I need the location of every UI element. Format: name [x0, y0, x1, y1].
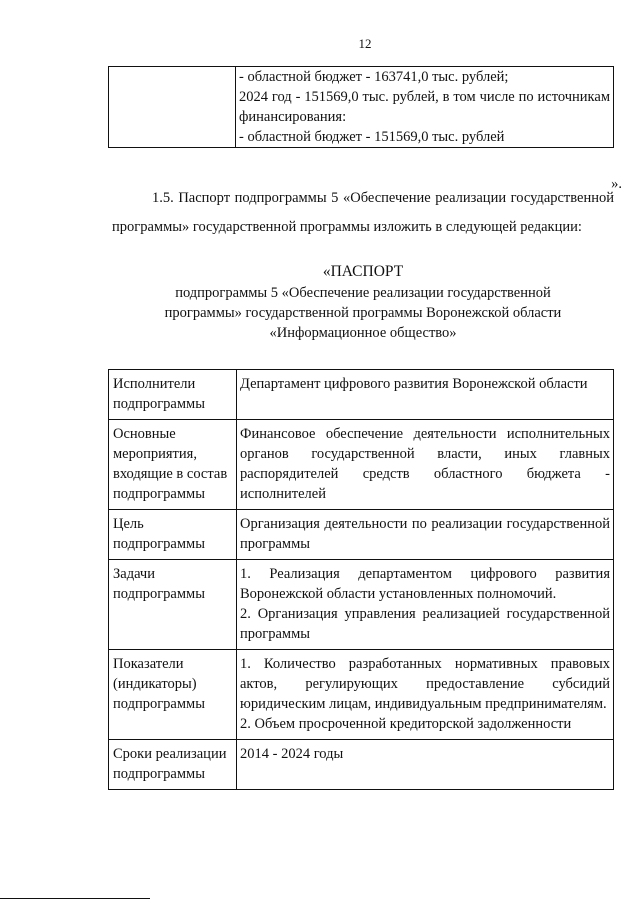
table-row	[109, 510, 614, 560]
passport-title: «ПАСПОРТ	[322, 263, 404, 280]
budget-line: 2024 год - 151569,0 тыс. рублей, в том числе по источникам финансирования:	[239, 89, 610, 125]
passport-label-cell: Показатели (индикаторы) подпрограммы	[109, 650, 237, 740]
passport-heading	[108, 262, 618, 343]
passport-value-cell	[237, 560, 614, 650]
closing-quote: ».	[611, 176, 622, 192]
budget-line: - областной бюджет - 151569,0 тыс. рублей	[239, 129, 505, 145]
passport-subtitle: подпрограммы 5 «Обеспечение реализации государственной программы» государственной программы Воронежской области «Информационное общество»	[164, 285, 562, 341]
table-row	[109, 370, 614, 420]
table-row	[109, 67, 614, 148]
passport-value-cell	[237, 420, 614, 510]
footer-divider	[0, 898, 150, 899]
passport-value-line: 1. Количество разработанных нормативных правовых актов, регулирующих предоставление субсидий юридическим лицам, индивидуальным предпринимателям.	[240, 656, 610, 712]
passport-table	[108, 369, 614, 790]
passport-value-line: 2014 - 2024 годы	[240, 746, 344, 762]
passport-value-line: 2. Организация управления реализацией государственной программы	[240, 606, 610, 642]
passport-value-line: Организация деятельности по реализации государственной программы	[240, 516, 610, 552]
table-row	[109, 740, 614, 790]
passport-value-line: 2. Объем просроченной кредиторской задолженности	[240, 716, 572, 732]
table-row	[109, 560, 614, 650]
page-number: 12	[358, 36, 372, 51]
passport-value-line: Финансовое обеспечение деятельности исполнительных органов государственной власти, иных главных распорядителей средств областного бюджета - исполнителей	[240, 426, 610, 502]
passport-value-cell	[237, 510, 614, 560]
table-row	[109, 650, 614, 740]
passport-label-cell: Задачи подпрограммы	[109, 560, 237, 650]
passport-value-cell	[237, 370, 614, 420]
passport-label-cell: Сроки реализации подпрограммы	[109, 740, 237, 790]
table-row	[109, 420, 614, 510]
passport-value-line: Департамент цифрового развития Воронежской области	[240, 376, 588, 392]
passport-value-cell	[237, 650, 614, 740]
budget-cell	[236, 67, 614, 148]
amendment-paragraph	[112, 184, 614, 242]
passport-label-cell: Исполнители подпрограммы	[109, 370, 237, 420]
budget-line: - областной бюджет - 163741,0 тыс. рублей;	[239, 69, 509, 85]
paragraph-number: 1.5.	[152, 190, 174, 206]
passport-value-cell	[237, 740, 614, 790]
budget-table-continuation	[108, 66, 614, 148]
passport-label-cell: Основные мероприятия, входящие в состав подпрограммы	[109, 420, 237, 510]
passport-value-line: 1. Реализация департаментом цифрового развития Воронежской области установленных полномочий.	[240, 566, 610, 602]
passport-label-cell: Цель подпрограммы	[109, 510, 237, 560]
empty-label-cell	[109, 67, 236, 148]
paragraph-text: Паспорт подпрограммы 5 «Обеспечение реализации государственной программы» государственной программы изложить в следующей редакции:	[112, 190, 614, 235]
